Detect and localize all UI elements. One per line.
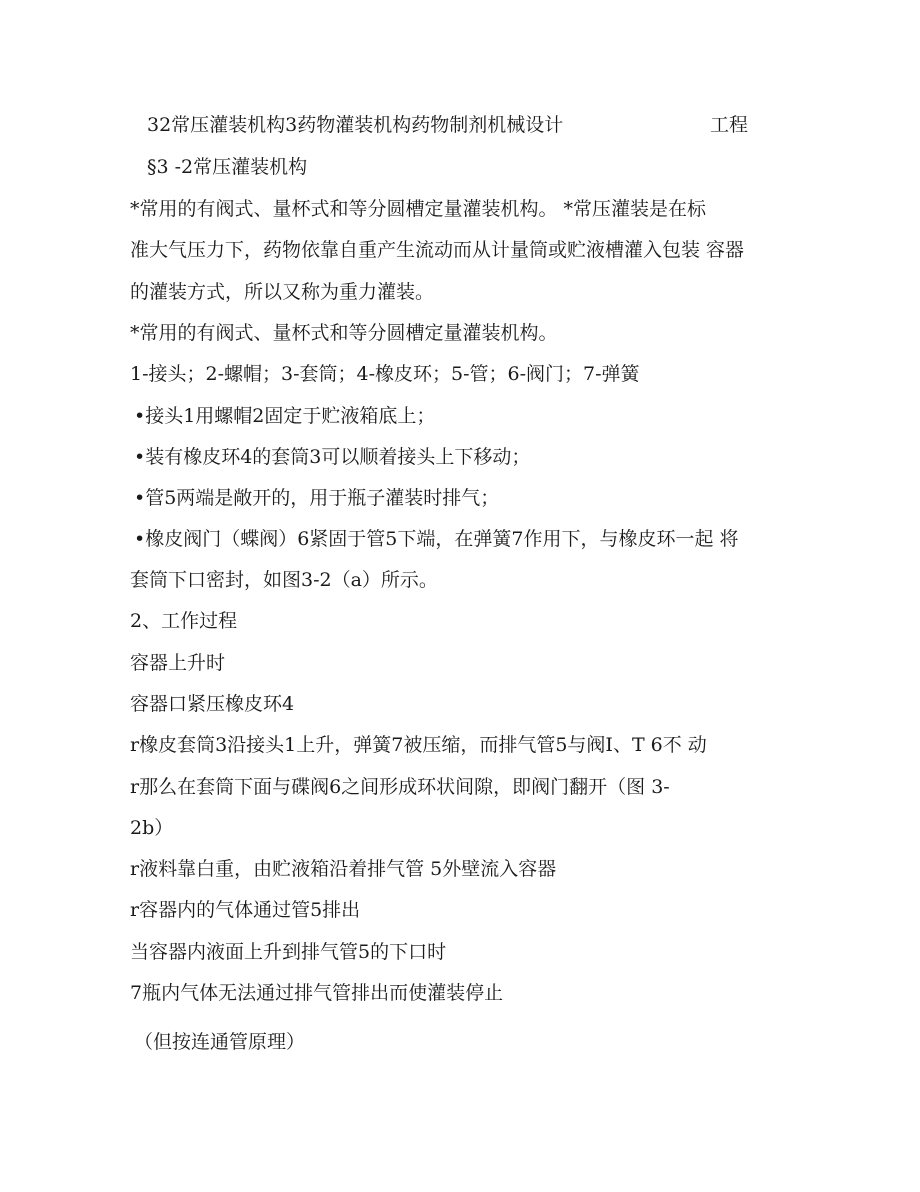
text-line: 当容器内液面上升到排气管5的下口时 <box>130 941 447 963</box>
text-line: 容器上升时 <box>130 652 226 674</box>
bullet-item: •管5两端是敞开的，用于瓶子灌装时排气； <box>134 487 500 509</box>
text-line: 套筒下口密封，如图3-2（a）所示。 <box>130 569 438 591</box>
bullet-item: •橡皮阀门（蝶阀）6紧固于管5下端，在弹簧7作用下，与橡皮环一起 将 <box>134 528 739 550</box>
text-line: 的灌装方式，所以又称为重力灌装。 <box>130 281 435 303</box>
text-line: 1-接头；2-螺帽；3-套筒；4-橡皮环；5-管；6-阀门；7-弹簧 <box>130 363 640 385</box>
text-line: r液料靠白重，由贮液箱沿着排气管 5外壁流入容器 <box>130 858 557 880</box>
subsection-heading: 2、工作过程 <box>130 610 238 632</box>
text-line: 容器口紧压橡皮环4 <box>130 693 295 715</box>
text-line: r容器内的气体通过管5排出 <box>130 899 361 921</box>
text-line: *常用的有阀式、量杯式和等分圆槽定量灌装机构。 *常压灌装是在标 <box>130 198 707 220</box>
header-title: 32常压灌装机构3药物灌装机构药物制剂机械设计 <box>147 114 564 136</box>
bullet-item: •接头1用螺帽2固定于贮液箱底上； <box>134 405 436 427</box>
text-line: 2b） <box>130 817 174 839</box>
note-line: （但按连通管原理） <box>134 1031 306 1053</box>
text-line: r那么在套筒下面与碟阀6之间形成环状间隙，即阀门翻开（图 3- <box>130 776 670 798</box>
section-heading: §3 -2常压灌装机构 <box>147 156 308 178</box>
text-line: *常用的有阀式、量杯式和等分圆槽定量灌装机构。 <box>130 322 558 344</box>
header-right-label: 工程 <box>710 114 749 136</box>
bullet-item: •装有橡皮环4的套筒3可以顺着接头上下移动； <box>134 446 531 468</box>
text-line: r橡皮套筒3沿接头1上升，弹簧7被压缩，而排气管5与阀I、T 6不 动 <box>130 734 707 756</box>
text-line: 7瓶内气体无法通过排气管排出而使灌装停止 <box>130 982 504 1004</box>
text-line: 准大气压力下，药物依靠自重产生流动而从计量筒或贮液槽灌入包装 容器 <box>130 239 745 261</box>
